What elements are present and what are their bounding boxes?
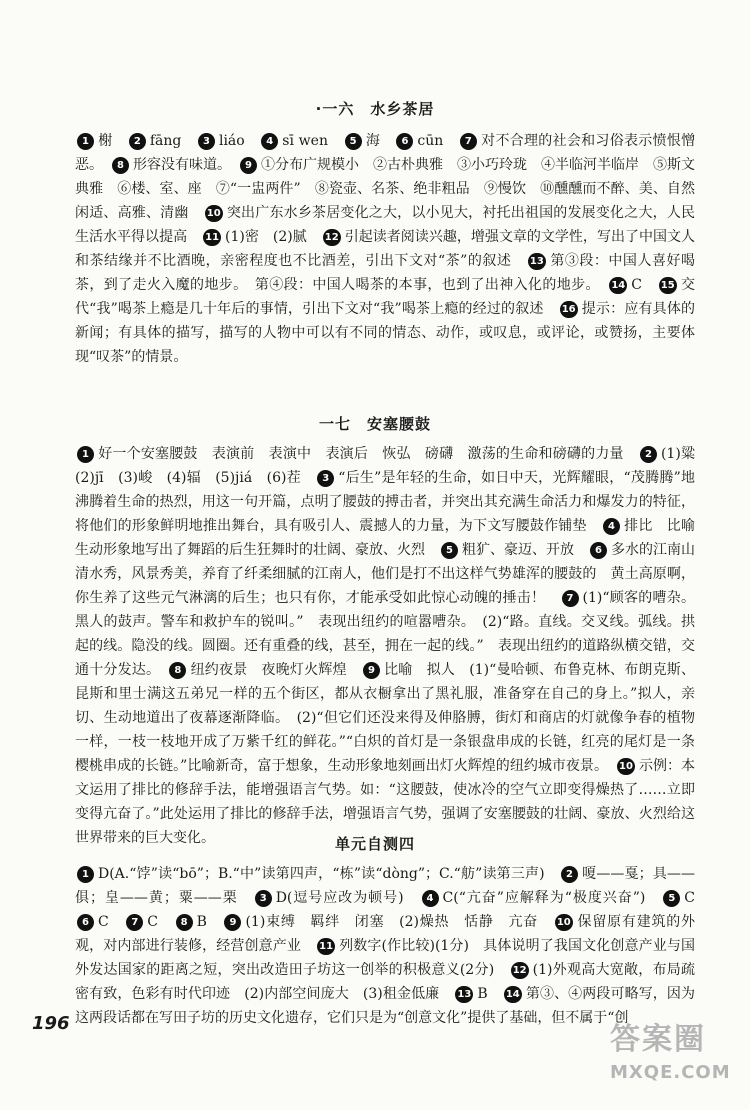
page-number: 196 xyxy=(32,1013,70,1034)
answer-number-badge: 2 xyxy=(129,133,146,150)
answer-number-badge: 5 xyxy=(441,542,458,559)
answer-text: C xyxy=(98,914,109,930)
answer-number-badge: 5 xyxy=(663,890,680,907)
answer-number-badge: 8 xyxy=(112,157,129,174)
section-body-shuixiang-chaju xyxy=(75,129,695,369)
answer-number-badge: 13 xyxy=(528,253,546,270)
answer-number-badge: 3 xyxy=(317,470,334,487)
answer-item xyxy=(259,133,342,149)
answer-text: ①分布广规模小 ②古朴典雅 ③小巧玲珑 ④半临河半临岸 ⑤斯文典雅 ⑥楼、室、座 ⑦“一盅两件” ⑧瓷壶、名茶、绝非粗品 ⑨慢饮 ⑩醺醺而不醉、美、自然闲适、高雅、清幽 xyxy=(75,157,695,221)
answer-number-badge: 7 xyxy=(562,590,579,607)
answer-item xyxy=(124,914,173,930)
answer-text: fāng xyxy=(149,133,182,149)
answer-number-badge: 1 xyxy=(77,446,94,463)
answer-number-badge: 3 xyxy=(255,890,272,907)
section-title-ansai-yaogu: 一七 安塞腰鼓 xyxy=(318,415,431,433)
answer-number-badge: 8 xyxy=(176,914,193,931)
answer-item xyxy=(661,890,709,906)
answer-number-badge: 13 xyxy=(455,986,473,1003)
answer-number-badge: 5 xyxy=(345,133,362,150)
answer-item xyxy=(167,662,361,678)
answer-text: B xyxy=(196,914,207,930)
answer-text: sī wen xyxy=(282,133,328,149)
answer-text: (1)“顾客的嘈杂。黑人的鼓声。警车和救护车的锐叫。” 表现出纽约的喧嚣嘈杂。 (2)“路。直线。交叉线。弧线。拱起的线。隐没的线。圆圈。还有重叠的线，甚至，拥在一起的线。” 表现出纽约的道路纵横交错，交通十分发达。 xyxy=(75,590,695,678)
answer-item xyxy=(75,914,124,930)
answer-text: 第③段：中国人喜好喝茶，到了走火入魔的地步。 第④段：中国人喝茶的本事，也到了出神入化的地步。 xyxy=(75,253,696,293)
answer-text: 形容没有味道。 xyxy=(133,157,224,173)
answer-item xyxy=(420,890,662,906)
answer-number-badge: 12 xyxy=(323,229,341,246)
answer-text: 好一个安塞腰鼓 表演前 表演中 表演后 恢弘 磅礴 激荡的生命和磅礴的力量 xyxy=(98,446,624,462)
answer-text: 提示：应有具体的新闻；有具体的描写，描写的人物中可以有不同的情态、动作，或叹息，或评论，或赞扬，主要体现“叹茶”的情景。 xyxy=(75,301,695,365)
answer-item xyxy=(439,542,588,558)
answer-text: (1)粱 (2)jī (3)峻 (4)辐 (5)jiá (6)茬 xyxy=(75,446,710,486)
answer-number-badge: 6 xyxy=(590,542,607,559)
answer-item xyxy=(253,890,420,906)
answer-number-badge: 14 xyxy=(609,277,627,294)
answer-text: B xyxy=(477,986,488,1002)
answer-number-badge: 14 xyxy=(504,986,522,1003)
answer-text: D(A.“饽”读“bō”；B.“中”读第四声，“栋”读“dòng”；C.“舫”读第三声) xyxy=(98,866,545,882)
answer-number-badge: 7 xyxy=(126,914,143,931)
answer-item xyxy=(222,914,552,930)
answer-text: 第③、④两段可略写，因为这两段话都在写田子坊的历史文化遗存，它们只是为“创意文化”提供了基础，但不属于“创 xyxy=(75,986,696,1026)
answer-text: 多水的江南山清水秀，风景秀美，养育了纤柔细腻的江南人，他们是打不出这样气势雄浑的腰鼓的 黄土高原啊，你生养了这些元气淋漓的后生；也只有你，才能承受如此惊心动魄的捶击！ xyxy=(75,542,695,606)
answer-item xyxy=(174,914,223,930)
answer-text: 纽约夜景 夜晚灯火辉煌 xyxy=(190,662,347,678)
answer-text: 示例：本文运用了排比的修辞手法，能增强语言气势。如：“这腰鼓，使冰冷的空气立即变得燥热了……立即变得亢奋了。”此处运用了排比的修辞手法，增强语言气势，强调了安塞腰鼓的壮阔、豪放、火烈给这世界带来的巨大变化。 xyxy=(75,758,696,846)
answer-text: 粗犷、豪迈、开放 xyxy=(462,542,574,558)
answer-item xyxy=(127,133,196,149)
answer-number-badge: 16 xyxy=(560,301,578,318)
answer-text: 列数字(作比较)(1分) 具体说明了我国文化创意产业与国外发达国家的距离之短，突出改造田子坊这一创举的积极意义(2分) xyxy=(75,938,695,978)
answer-item xyxy=(75,662,695,774)
answer-text: (1)外观高大宽敞，布局疏密有致，色彩有时代印迹 (2)内部空间庞大 (3)租金低廉 xyxy=(75,962,695,1002)
answer-text: D(逗号应改为顿号) xyxy=(275,890,404,906)
answer-number-badge: 12 xyxy=(511,962,529,979)
answer-text: 榭 xyxy=(98,133,113,149)
answer-item xyxy=(453,986,501,1002)
answer-item xyxy=(196,133,259,149)
watermark-title: 答案圈 xyxy=(610,1022,706,1057)
answer-number-badge: 10 xyxy=(205,205,223,222)
answer-text: 比喻 拟人 (1)“曼哈顿、布鲁克林、布朗克斯、昆斯和里士满这五弟兄一样的五个街区，都从衣橱拿出了黑礼服，准备穿在自己的身上。”拟人，亲切、生动地道出了夜幕逐渐降临。 (2)“但它们还没来得及伸胳膊，街灯和商店的灯就像争春的植物一样，一枝一枝地开成了万紫千红的鲜花。”“白炽的首灯是一条银盘串成的长链，红亮的尾灯是一条樱桃串成的长链。”比喻新奇，富于想象，生动形象地刻画出灯火辉煌的纽约城市夜景。 xyxy=(75,662,696,774)
answer-number-badge: 4 xyxy=(261,133,278,150)
answer-number-badge: 9 xyxy=(224,914,241,931)
answer-number-badge: 11 xyxy=(317,938,335,955)
answer-number-badge: 15 xyxy=(659,277,677,294)
section-title-unit-test-four: 单元自测四 xyxy=(334,835,415,853)
answer-text: cūn xyxy=(417,133,444,149)
answer-number-badge: 4 xyxy=(603,518,620,535)
answer-item xyxy=(75,446,638,462)
answer-number-badge: 9 xyxy=(240,157,257,174)
answer-text: 对不合理的社会和习俗表示愤恨憎恶。 xyxy=(75,133,696,173)
answer-text: C xyxy=(631,277,642,293)
watermark-logo xyxy=(610,1020,738,1102)
answer-number-badge: 2 xyxy=(561,866,578,883)
section-body-ansai-yaogu xyxy=(75,442,710,850)
answer-text: 嗄——戛；具——俱；皇——黄；粟——栗 xyxy=(75,866,695,906)
answer-number-badge: 9 xyxy=(363,662,380,679)
answer-text: (1)密 (2)腻 xyxy=(225,229,307,245)
answer-text: 交代“我”喝茶上瘾是几十年后的事情，引出下文对“我”喝茶上瘾的经过的叙述 xyxy=(75,277,696,317)
answer-number-badge: 7 xyxy=(460,133,477,150)
answer-item xyxy=(394,133,457,149)
answer-text: liáo xyxy=(218,133,245,149)
section-body-unit-test-four xyxy=(75,862,695,1030)
answer-number-badge: 1 xyxy=(77,133,94,150)
answer-number-badge: 6 xyxy=(77,914,94,931)
answer-text: “后生”是年轻的生命，如日中天，光辉耀眼，“茂腾腾”地沸腾着生命的热烈，用这一句开篇，点明了腰鼓的搏击者，并突出其充满生命活力和爆发力的特征，将他们的形象鲜明地推出舞台，具有吸引人、震撼人的力量，为下文写腰鼓作铺垫 xyxy=(75,470,696,534)
answer-text: 保留原有建筑的外观，对内部进行装修，经营创意产业 xyxy=(75,914,696,954)
answer-number-badge: 1 xyxy=(77,866,94,883)
answer-text: (1)束缚 羁绊 闭塞 (2)燥热 恬静 亢奋 xyxy=(245,914,539,930)
answer-number-badge: 2 xyxy=(640,446,657,463)
watermark-url: MXQE.COM xyxy=(610,1062,731,1083)
answer-text: C xyxy=(147,914,159,930)
answer-number-badge: 10 xyxy=(617,758,635,775)
answer-number-badge: 10 xyxy=(555,914,573,931)
answer-number-badge: 8 xyxy=(169,662,186,679)
answer-text: 引起读者阅读兴趣，增强文章的文学性，写出了中国文人和茶结缘并不比酒晚，亲密程度也不比酒差，引出下文对“茶”的叙述 xyxy=(75,229,696,269)
answer-item xyxy=(75,866,559,882)
answer-text: C xyxy=(684,890,696,906)
answer-item xyxy=(343,133,395,149)
answer-item xyxy=(110,157,238,173)
answer-item xyxy=(201,229,321,245)
answer-item xyxy=(75,133,127,149)
answer-item xyxy=(607,277,656,293)
answer-number-badge: 3 xyxy=(198,133,215,150)
section-title-shuixiang-chaju: ·一六 水乡茶居 xyxy=(315,100,435,118)
answer-number-badge: 6 xyxy=(396,133,413,150)
answer-number-badge: 4 xyxy=(422,890,439,907)
answer-text: C(“亢奋”应解释为“极度兴奋”) xyxy=(442,890,646,906)
answer-text: 排比 比喻 生动形象地写出了舞蹈的后生狂舞时的壮阔、豪放、火烈 xyxy=(75,518,710,558)
answer-text: 海 xyxy=(365,133,381,149)
answer-number-badge: 11 xyxy=(203,229,221,246)
answer-text: 突出广东水乡茶居变化之大，以小见大，衬托出祖国的发展变化之大，人民生活水平得以提高 xyxy=(75,205,696,245)
